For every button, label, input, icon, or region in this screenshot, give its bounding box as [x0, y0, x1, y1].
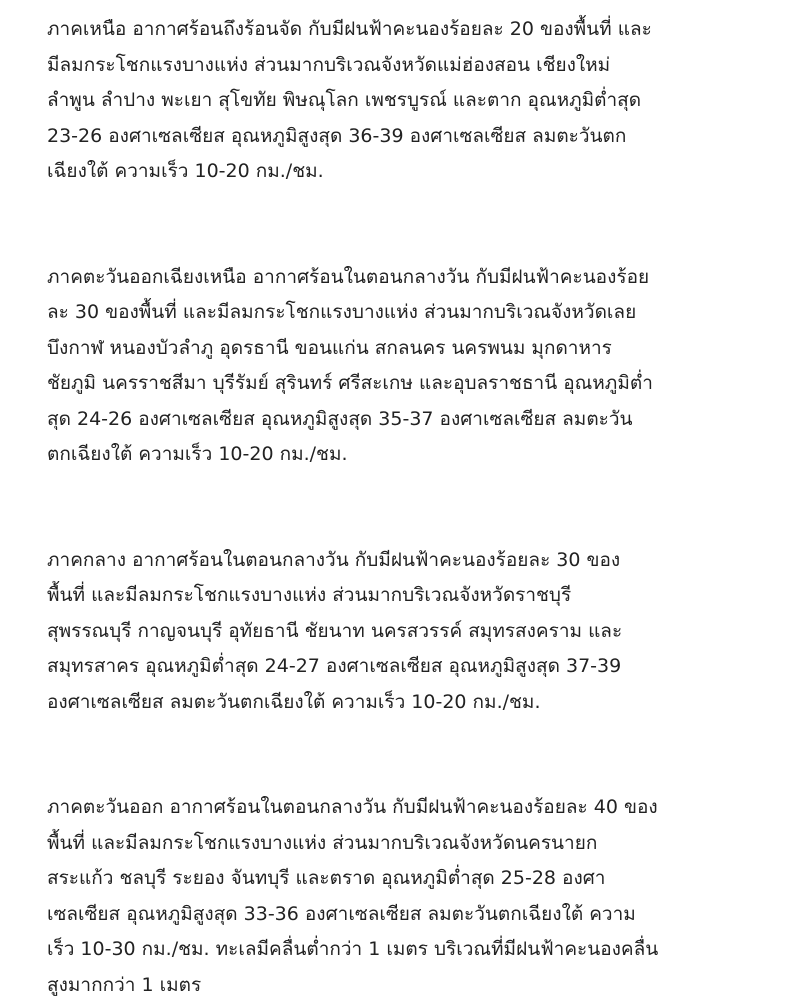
- paragraph-northeast: ภาคตะวันออกเฉียงเหนือ อากาศร้อนในตอนกลางวัน กับมีฝนฟ้าคะนองร้อย ละ 30 ของพื้นที่ และมีลมกระโชกแรงบางแห่ง ส่วนมากบริเวณจังหวัดเลย บึงกาฬ หนองบัวลำภู อุดรธานี ขอนแก่น สกลนคร นครพนม มุกดาหาร ชัยภูมิ นครราชสีมา บุรีรัมย์ สุรินทร์ ศรีสะเกษ และอุบลราชธานี อุณหภูมิต่ำ สุด 24-26 องศาเซลเซียส อุณหภูมิสูงสุด 35-37 องศาเซลเซียส ลมตะวัน ตกเฉียงใต้ ความเร็ว 10-20 กม./ชม.: [47, 265, 653, 465]
- paragraph-central: ภาคกลาง อากาศร้อนในตอนกลางวัน กับมีฝนฟ้าคะนองร้อยละ 30 ของ พื้นที่ และมีลมกระโชกแรงบางแห่ง ส่วนมากบริเวณจังหวัดราชบุรี สุพรรณบุรี กาญจนบุรี อุทัยธานี ชัยนาท นครสวรรค์ สมุทรสงคราม และ สมุทรสาคร อุณหภูมิต่ำสุด 24-27 องศาเซลเซียส อุณหภูมิสูงสุด 37-39 องศาเซลเซียส ลมตะวันตกเฉียงใต้ ความเร็ว 10-20 กม./ชม.: [47, 548, 623, 713]
- article-body: [47, 12, 747, 1003]
- paragraph-east: ภาคตะวันออก อากาศร้อนในตอนกลางวัน กับมีฝนฟ้าคะนองร้อยละ 40 ของ พื้นที่ และมีลมกระโชกแรงบางแห่ง ส่วนมากบริเวณจังหวัดนครนายก สระแก้ว ชลบุรี ระยอง จันทบุรี และตราด อุณหภูมิต่ำสุด 25-28 องศา เซลเซียส อุณหภูมิสูงสุด 33-36 องศาเซลเซียส ลมตะวันตกเฉียงใต้ ความ เร็ว 10-30 กม./ชม. ทะเลมีคลื่นต่ำกว่า 1 เมตร บริเวณที่มีฝนฟ้าคะนองคลื่น สูงมากกว่า 1 เมตร: [47, 796, 659, 996]
- paragraph-north: ภาคเหนือ อากาศร้อนถึงร้อนจัด กับมีฝนฟ้าคะนองร้อยละ 20 ของพื้นที่ และ มีลมกระโชกแรงบางแห่ง ส่วนมากบริเวณจังหวัดแม่ฮ่องสอน เชียงใหม่ ลำพูน ลำปาง พะเยา สุโขทัย พิษณุโลก เพชรบูรณ์ และตาก อุณหภูมิต่ำสุด 23-26 องศาเซลเซียส อุณหภูมิสูงสุด 36-39 องศาเซลเซียส ลมตะวันตก เฉียงใต้ ความเร็ว 10-20 กม./ชม.: [47, 18, 652, 182]
